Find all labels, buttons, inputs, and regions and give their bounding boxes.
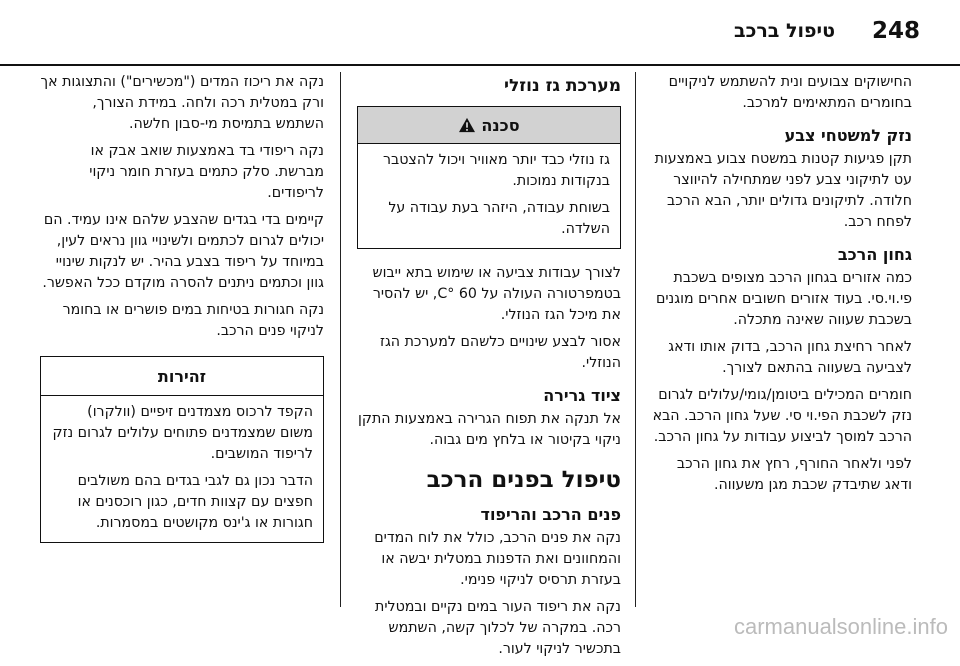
warning-triangle-icon bbox=[458, 117, 476, 133]
heading-paint-damage: נזק למשטחי צבע bbox=[784, 126, 912, 145]
heading-interior-upholstery: פנים הרכב והריפוד bbox=[480, 505, 621, 524]
heading-trailer-hitch: ציוד גרירה bbox=[543, 386, 621, 405]
header-rule bbox=[0, 64, 960, 66]
heading-underbody: גחון הרכב bbox=[837, 245, 912, 264]
danger-box-header bbox=[358, 107, 620, 144]
paragraph-instruments: נקה את ריכוז המדים ("מכשירים") והתצוגות אך ורק במטלית רכה ולחה. במידת הצורך, השתמש בתמיסת מי-סבון חלשה. bbox=[40, 74, 324, 132]
paragraph-paint-damage: תקן פגיעות קטנות במשטח צבוע באמצעות עט לתיקוני צבע לפני שמתחילה להיווצר חלודה. לתיקונים גדולים יותר, הבא הרכב לפחח רכב. bbox=[654, 151, 912, 230]
paragraph-no-changes: אסור לבצע שינויים כלשהם למערכת הגז הנוזלי. bbox=[380, 334, 621, 371]
paragraph-underbody-1: כמה אזורים בגחון הרכב מצופים בשכבת פי.וי.סי. בעוד אזורים חשובים אחרים מוגנים בשכבת שעווה שאינה מתכלה. bbox=[655, 270, 912, 328]
caution-box bbox=[40, 356, 324, 543]
heading-interior-care: טיפול בפנים הרכב bbox=[426, 467, 621, 493]
paragraph-interior-2: נקה את ריפוד העור במים נקיים ובמטלית רכה. במקרה של לכלוך קשה, השתמש בתכשיר לניקוי לעור. bbox=[375, 599, 621, 657]
paragraph-underbody-3: חומרים המכילים ביטומן/גומי/עלולים לגרום נזק לשכבת הפי.וי סי. שעל גחון הרכב. הבא הרכב למוסך לביצוע עבודות על גחון הרכב. bbox=[652, 387, 912, 445]
column-divider-left bbox=[340, 72, 341, 607]
caution-paragraph-1: הקפד לרכוס מצמדנים זיפיים (וולקרו) משום שמצמדנים פתוחים עלולים לגרום נזק לריפוד המושבים. bbox=[52, 404, 313, 462]
danger-paragraph-2: בשוחת עבודה, היזהר בעת עבודה על השלדה. bbox=[388, 200, 610, 237]
column-middle bbox=[357, 72, 621, 666]
page-header bbox=[0, 18, 960, 48]
caution-box-body bbox=[41, 396, 323, 542]
paragraph-underbody-4: לפני ולאחר החורף, רחץ את גחון הרכב ודאג שתיבדק שכבת מגן משעווה. bbox=[676, 456, 912, 493]
caution-paragraph-2: הדבר נכון גם לגבי בגדים בהם משולבים חפצים עם קצוות חדים, כגון רוכסנים או חגורות או ג'ינס מקושטים במסמרות. bbox=[77, 473, 313, 531]
column-left bbox=[40, 72, 324, 557]
danger-paragraph-1: גז נוזלי כבד יותר מאוויר ויכול להצטבר בנקודות נמוכות. bbox=[383, 152, 610, 189]
section-title: טיפול ברכב bbox=[733, 20, 835, 42]
paragraph-interior-1: נקה את פנים הרכב, כולל את לוח המדים והמחוונים ואת הדפנות במטלית יבשה או בעזרת תרסיס לניקוי פנימי. bbox=[374, 530, 621, 588]
paragraph-seatbelts: נקה חגורות בטיחות במים פושרים או בחומר לניקוי פנים הרכב. bbox=[62, 302, 324, 339]
danger-box-body bbox=[358, 144, 620, 248]
danger-box bbox=[357, 106, 621, 249]
paragraph-rims: החישוקים צבועים ונית להשתמש לניקויים בחומרים המתאימים למרכב. bbox=[668, 74, 912, 111]
caution-box-header bbox=[41, 357, 323, 396]
heading-lpg-system: מערכת גז נוזלי bbox=[504, 76, 621, 96]
paragraph-underbody-2: לאחר רחיצת גחון הרכב, בדוק אותו ודאג לצביעה בשעווה בהתאם לצורך. bbox=[668, 339, 912, 376]
paragraph-clothes: קיימים בדי בגדים שהצבע שלהם אינו עמיד. הם יכולים לגרום לכתמים ולשינויי גוון נראים לעין, במיוחד על ריפוד בצבע בהיר. יש לנקות שינויי גוון וכתמים ניתנים להסרה מוקדם ככל האפשר. bbox=[42, 212, 324, 291]
column-divider-right bbox=[635, 72, 636, 607]
danger-title: סכנה bbox=[481, 115, 520, 135]
paragraph-trailer-hitch: אל תנקה את תפוח הגרירה באמצעות התקן ניקוי בקיטור או בלחץ מים גבוה. bbox=[358, 411, 621, 448]
watermark: carmanualsonline.info bbox=[733, 614, 948, 639]
caution-title: זהירות bbox=[157, 366, 207, 386]
page-number: 248 bbox=[871, 18, 920, 44]
paragraph-fabric: נקה ריפודי בד באמצעות שואב אבק או מברשת. סלק כתמים בעזרת חומר ניקוי לריפודים. bbox=[89, 143, 324, 201]
column-right bbox=[646, 72, 912, 502]
paragraph-paint-heat: לצורך עבודות צביעה או שימוש בתא ייבוש בטמפרטורה העולה על 60 °C, יש להסיר את מיכל הגז הנוזלי. bbox=[372, 265, 621, 323]
